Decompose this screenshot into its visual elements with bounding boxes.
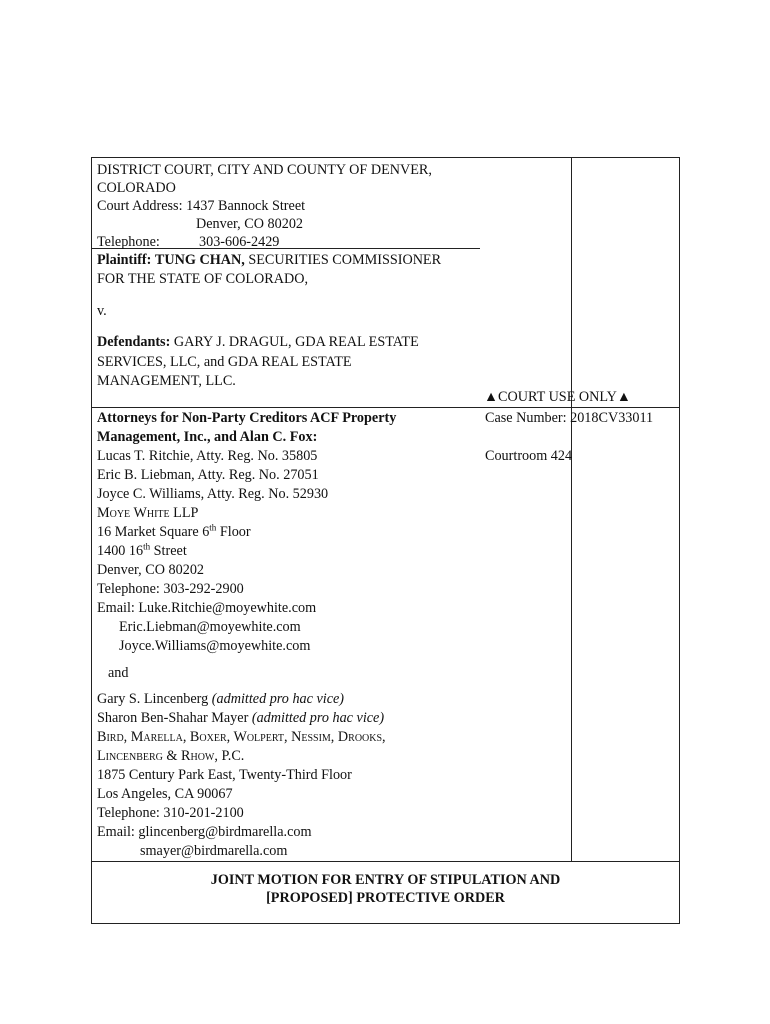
firm2-address: 1875 Century Park East, Twenty-Third Floor: [97, 767, 352, 783]
defendants-line1: [97, 333, 419, 352]
firm2-name-line2: Lincenberg & Rhow, P.C.: [97, 748, 245, 764]
firm1-name-text: Moye White: [97, 505, 170, 521]
courtroom: Courtroom 424: [485, 448, 573, 464]
caption-column-divider: [571, 158, 572, 861]
firm1-city: Denver, CO 80202: [97, 562, 205, 578]
firm1-address-line1-part: 16 Market Square 6: [97, 524, 210, 540]
court-phone-line: [97, 233, 279, 252]
email-line: Email: Luke.Ritchie@moyewhite.com: [97, 600, 317, 616]
court-name-line1: DISTRICT COURT, CITY AND COUNTY OF DENVER,: [97, 162, 432, 178]
attorneys-heading-line2: Management, Inc., and Alan C. Fox:: [97, 429, 318, 445]
versus: v.: [97, 303, 107, 319]
defendants-line2: SERVICES, LLC, and GDA REAL ESTATE: [97, 354, 352, 370]
plaintiff-line1: [97, 251, 441, 270]
plaintiff-line2: FOR THE STATE OF COLORADO,: [97, 271, 309, 287]
firm1-address-line1: [97, 523, 251, 542]
court-use-only-label: ▲COURT USE ONLY▲: [484, 389, 631, 405]
court-name-line2: COLORADO: [97, 180, 176, 196]
firm1-suffix: LLP: [173, 505, 199, 521]
firm1-address-line2-part: 1400 16: [97, 543, 144, 559]
divider-attorneys-title: [92, 861, 679, 862]
email-line: smayer@birdmarella.com: [140, 843, 288, 859]
court-address-street: 1437 Bannock Street: [186, 198, 306, 214]
email-line: Joyce.Williams@moyewhite.com: [119, 638, 311, 654]
court-address-line: [97, 197, 305, 216]
court-phone-label: Telephone:: [97, 234, 160, 250]
firm2-name-line1: Bird, Marella, Boxer, Wolpert, Nessim, Drooks,: [97, 729, 386, 745]
firm2-phone: Telephone: 310-201-2100: [97, 805, 244, 821]
court-address-city: Denver, CO 80202: [196, 216, 304, 232]
email-line: Eric.Liebman@moyewhite.com: [119, 619, 301, 635]
attorney-name: Gary S. Lincenberg: [97, 691, 209, 707]
divider-parties-attorneys: [92, 407, 679, 408]
plaintiff-title: SECURITIES COMMISSIONER: [248, 252, 442, 268]
case-caption-box: [91, 157, 680, 924]
defendants-names1: GARY J. DRAGUL, GDA REAL ESTATE: [173, 334, 419, 350]
firm2-city: Los Angeles, CA 90067: [97, 786, 233, 802]
defendants-line3: MANAGEMENT, LLC.: [97, 373, 236, 389]
attorney-line: Lucas T. Ritchie, Atty. Reg. No. 35805: [97, 448, 318, 464]
pro-hac-vice-note: (admitted pro hac vice): [251, 710, 385, 726]
court-address-label: Court Address:: [97, 198, 183, 214]
plaintiff-name: TUNG CHAN,: [154, 252, 245, 268]
ordinal-suffix: th: [209, 522, 217, 533]
case-number: Case Number: 2018CV33011: [485, 410, 654, 426]
firm1-address-line2-part: Street: [153, 543, 187, 559]
and-connector: and: [108, 665, 129, 681]
firm1-address-line1-part: Floor: [219, 524, 251, 540]
plaintiff-label: Plaintiff:: [97, 252, 152, 268]
document-title-line2: [PROPOSED] PROTECTIVE ORDER: [266, 890, 505, 906]
attorney-line: Eric B. Liebman, Atty. Reg. No. 27051: [97, 467, 319, 483]
firm1-phone: Telephone: 303-292-2900: [97, 581, 244, 597]
attorney-line: Joyce C. Williams, Atty. Reg. No. 52930: [97, 486, 329, 502]
ordinal-suffix: th: [143, 541, 151, 552]
attorney-line: [97, 709, 384, 728]
attorney-name: Sharon Ben-Shahar Mayer: [97, 710, 249, 726]
firm1-address-line2: [97, 542, 187, 561]
firm1-name: [97, 504, 198, 523]
pro-hac-vice-note: (admitted pro hac vice): [211, 691, 345, 707]
attorney-line: [97, 690, 344, 709]
court-phone: 303-606-2429: [199, 234, 280, 250]
email-line: Email: glincenberg@birdmarella.com: [97, 824, 312, 840]
defendants-label: Defendants:: [97, 334, 171, 350]
document-title-line1: JOINT MOTION FOR ENTRY OF STIPULATION AND: [210, 872, 561, 888]
attorneys-heading-line1: Attorneys for Non-Party Creditors ACF Property: [97, 410, 397, 426]
